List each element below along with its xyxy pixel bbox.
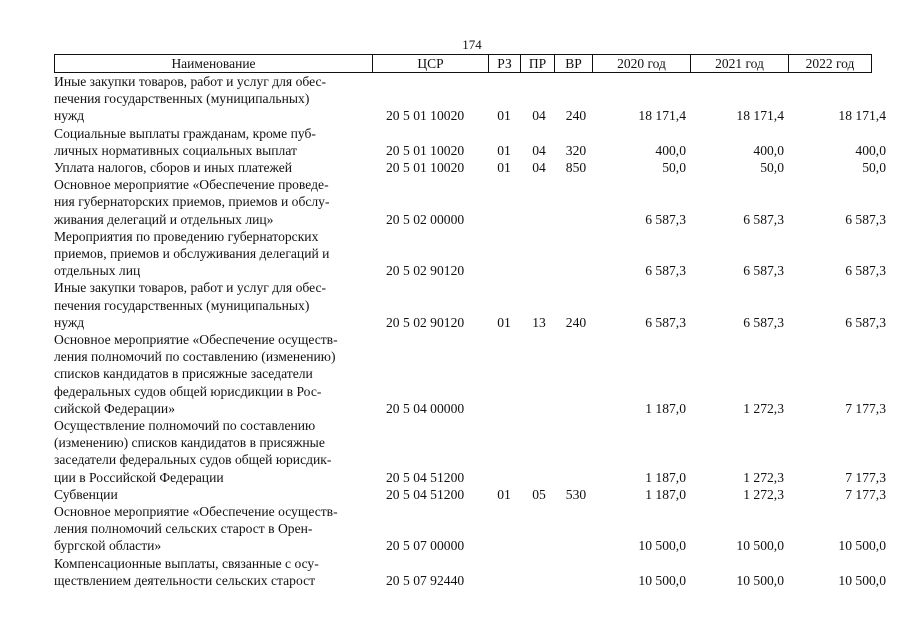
row-name-line: Основное мероприятие «Обеспечение осуществ- bbox=[54, 332, 338, 348]
row-name bbox=[54, 125, 372, 159]
cell-y2021: 6 587,3 bbox=[743, 314, 784, 330]
row-name-line: Иные закупки товаров, работ и услуг для обес- bbox=[54, 74, 327, 89]
cell-y2020: 1 187,0 bbox=[645, 486, 686, 502]
row-name-line: сийской Федерации» bbox=[54, 400, 175, 416]
row-name-line: личных нормативных социальных выплат bbox=[54, 142, 297, 158]
row-name-line: Социальные выплаты гражданам, кроме пуб- bbox=[54, 125, 316, 141]
cell-y2021: 6 587,3 bbox=[743, 263, 784, 279]
row-name-line: заседатели федеральных судов общей юрисдик- bbox=[54, 452, 332, 468]
table-row bbox=[54, 331, 886, 417]
cell-csr: 20 5 01 10020 bbox=[386, 142, 465, 158]
row-name-line: нужд bbox=[54, 314, 85, 330]
cell-pr: 04 bbox=[532, 108, 546, 124]
header-2021: 2021 год bbox=[690, 55, 788, 72]
row-name-line: Субвенции bbox=[54, 486, 118, 502]
cell-csr: 20 5 02 00000 bbox=[386, 211, 465, 227]
row-name bbox=[54, 486, 372, 503]
cell-y2020: 6 587,3 bbox=[645, 263, 686, 279]
cell-rz: 01 bbox=[497, 142, 511, 158]
row-name-line: Основное мероприятие «Обеспечение осуществ- bbox=[54, 504, 338, 520]
cell-rz: 01 bbox=[497, 160, 511, 176]
row-name-line: Основное мероприятие «Обеспечение проведе- bbox=[54, 177, 329, 193]
cell-y2022: 10 500,0 bbox=[838, 538, 886, 554]
cell-y2021: 400,0 bbox=[753, 142, 784, 158]
table-row bbox=[54, 503, 886, 555]
cell-y2022: 18 171,4 bbox=[838, 108, 886, 124]
row-name-line: ления полномочий сельских старост в Орен- bbox=[54, 521, 313, 537]
row-name bbox=[54, 279, 372, 331]
row-name-line: ществлением деятельности сельских старост bbox=[54, 572, 316, 588]
row-name-line: Мероприятия по проведению губернаторских bbox=[54, 228, 319, 244]
cell-y2020: 10 500,0 bbox=[638, 538, 686, 554]
row-name-line: печения государственных (муниципальных) bbox=[54, 91, 310, 107]
cell-y2022: 7 177,3 bbox=[845, 469, 886, 485]
cell-y2020: 6 587,3 bbox=[645, 314, 686, 330]
cell-y2021: 6 587,3 bbox=[743, 211, 784, 227]
table-row bbox=[54, 159, 886, 176]
header-rz: РЗ bbox=[488, 55, 520, 72]
cell-y2020: 1 187,0 bbox=[645, 469, 686, 485]
row-name bbox=[54, 331, 372, 417]
row-name-line: печения государственных (муниципальных) bbox=[54, 297, 310, 313]
header-csr: ЦСР bbox=[372, 55, 488, 72]
cell-vr: 530 bbox=[565, 486, 587, 502]
cell-rz: 01 bbox=[497, 108, 511, 124]
cell-csr: 20 5 04 51200 bbox=[386, 469, 465, 485]
row-name bbox=[54, 159, 372, 176]
table-row bbox=[54, 417, 886, 486]
row-name bbox=[54, 555, 372, 589]
row-name-line: живания делегаций и отдельных лиц» bbox=[54, 211, 274, 227]
row-name-line: Уплата налогов, сборов и иных платежей bbox=[54, 160, 293, 176]
cell-y2021: 1 272,3 bbox=[743, 486, 784, 502]
cell-y2022: 6 587,3 bbox=[845, 211, 886, 227]
cell-csr: 20 5 02 90120 bbox=[386, 314, 465, 330]
row-name bbox=[54, 503, 372, 555]
table-row bbox=[54, 125, 886, 159]
cell-y2021: 1 272,3 bbox=[743, 469, 784, 485]
cell-vr: 240 bbox=[565, 314, 587, 330]
table-row bbox=[54, 555, 886, 589]
row-name-line: ния губернаторских приемов, приемов и обслу- bbox=[54, 194, 330, 210]
row-name-line: отдельных лиц bbox=[54, 263, 141, 279]
cell-y2022: 400,0 bbox=[855, 142, 886, 158]
row-name-line: приемов, приемов и обслуживания делегаций и bbox=[54, 246, 330, 262]
header-name: Наименование bbox=[54, 55, 372, 72]
row-name bbox=[54, 417, 372, 486]
table-row bbox=[54, 228, 886, 280]
cell-y2022: 10 500,0 bbox=[838, 572, 886, 588]
cell-y2022: 7 177,3 bbox=[845, 400, 886, 416]
cell-vr: 320 bbox=[565, 142, 587, 158]
table-row bbox=[54, 73, 886, 125]
header-2022: 2022 год bbox=[788, 55, 872, 72]
cell-y2021: 1 272,3 bbox=[743, 400, 784, 416]
cell-y2022: 7 177,3 bbox=[845, 486, 886, 502]
row-name-line: ления полномочий по составлению (изменению) bbox=[54, 349, 336, 365]
cell-vr: 240 bbox=[565, 108, 587, 124]
table-header bbox=[54, 54, 872, 73]
cell-y2022: 50,0 bbox=[862, 160, 886, 176]
cell-y2022: 6 587,3 bbox=[845, 314, 886, 330]
cell-y2021: 10 500,0 bbox=[736, 538, 784, 554]
row-name-line: нужд bbox=[54, 108, 85, 124]
cell-csr: 20 5 04 00000 bbox=[386, 400, 465, 416]
row-name-line: ции в Российской Федерации bbox=[54, 469, 224, 485]
row-name-line: Компенсационные выплаты, связанные с осу- bbox=[54, 555, 319, 571]
row-name-line: федеральных судов общей юрисдикции в Рос- bbox=[54, 383, 322, 399]
cell-y2020: 50,0 bbox=[662, 160, 686, 176]
cell-pr: 13 bbox=[532, 314, 546, 330]
cell-vr: 850 bbox=[565, 160, 587, 176]
row-name bbox=[54, 73, 372, 125]
header-2020: 2020 год bbox=[592, 55, 690, 72]
cell-rz: 01 bbox=[497, 486, 511, 502]
cell-csr: 20 5 04 51200 bbox=[386, 486, 465, 502]
table-row bbox=[54, 176, 886, 228]
row-name-line: Иные закупки товаров, работ и услуг для обес- bbox=[54, 280, 327, 296]
cell-y2020: 6 587,3 bbox=[645, 211, 686, 227]
cell-rz: 01 bbox=[497, 314, 511, 330]
cell-csr: 20 5 07 92440 bbox=[386, 572, 465, 588]
row-name-line: (изменению) списков кандидатов в присяжные bbox=[54, 435, 325, 451]
row-name-line: списков кандидатов в присяжные заседатели bbox=[54, 366, 313, 382]
cell-pr: 04 bbox=[532, 160, 546, 176]
cell-y2020: 10 500,0 bbox=[638, 572, 686, 588]
cell-y2022: 6 587,3 bbox=[845, 263, 886, 279]
header-vr: ВР bbox=[554, 55, 592, 72]
cell-y2020: 18 171,4 bbox=[638, 108, 686, 124]
cell-pr: 04 bbox=[532, 142, 546, 158]
table-body bbox=[54, 73, 886, 589]
budget-table bbox=[54, 54, 886, 589]
cell-y2020: 1 187,0 bbox=[645, 400, 686, 416]
header-pr: ПР bbox=[520, 55, 554, 72]
cell-csr: 20 5 02 90120 bbox=[386, 263, 465, 279]
row-name-line: бургской области» bbox=[54, 538, 162, 554]
row-name bbox=[54, 228, 372, 280]
row-name bbox=[54, 176, 372, 228]
row-name-line: Осуществление полномочий по составлению bbox=[54, 418, 316, 434]
cell-csr: 20 5 01 10020 bbox=[386, 108, 465, 124]
cell-y2021: 50,0 bbox=[760, 160, 784, 176]
table-row bbox=[54, 486, 886, 503]
cell-pr: 05 bbox=[532, 486, 546, 502]
table-row bbox=[54, 279, 886, 331]
page-number: 174 bbox=[462, 37, 482, 52]
cell-y2021: 10 500,0 bbox=[736, 572, 784, 588]
cell-csr: 20 5 07 00000 bbox=[386, 538, 465, 554]
cell-y2020: 400,0 bbox=[655, 142, 686, 158]
cell-y2021: 18 171,4 bbox=[736, 108, 784, 124]
cell-csr: 20 5 01 10020 bbox=[386, 160, 465, 176]
